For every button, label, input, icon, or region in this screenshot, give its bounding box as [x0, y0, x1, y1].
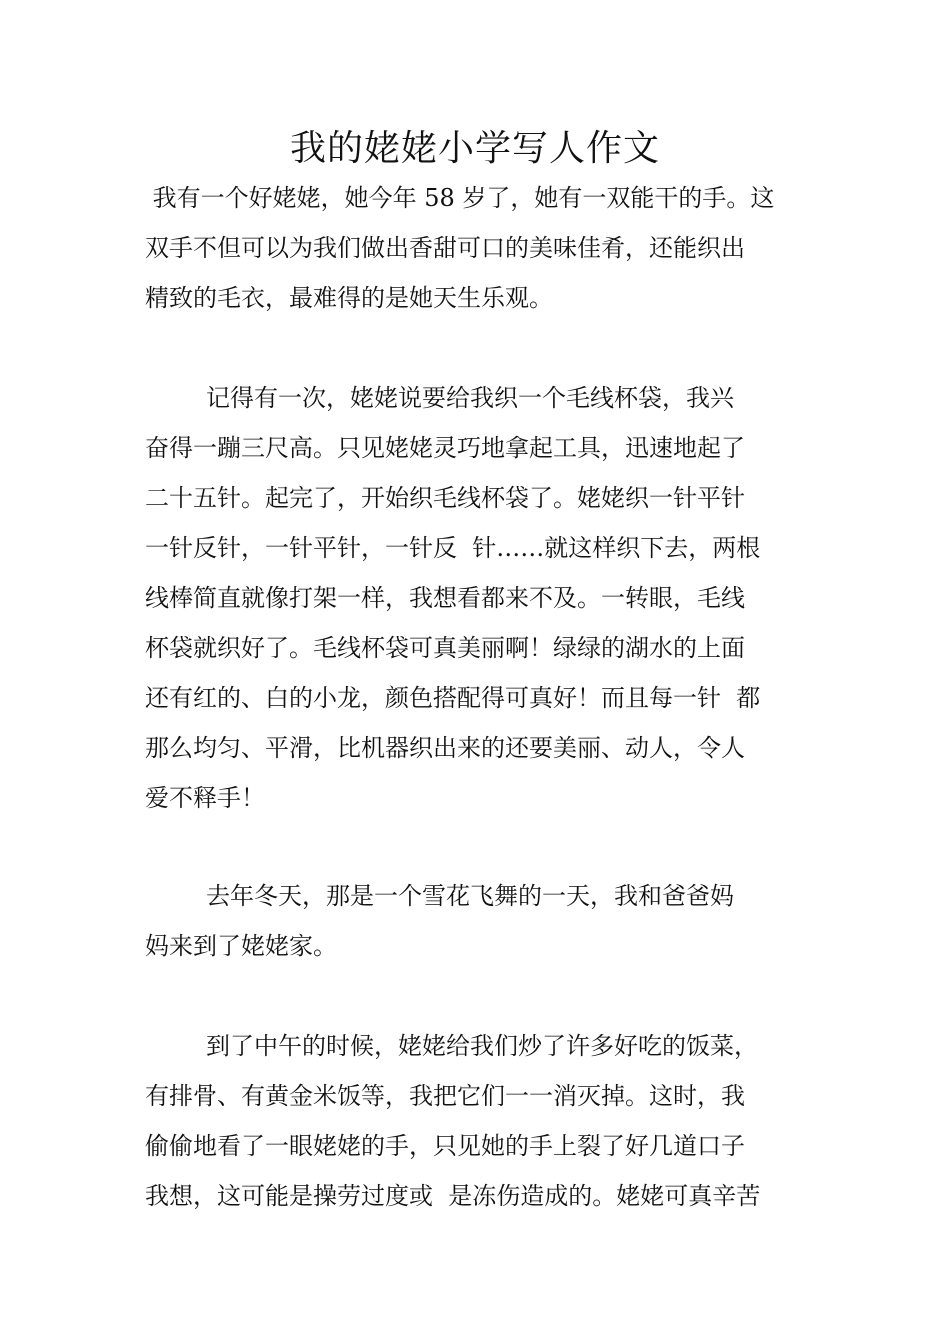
- text-line: 爱不释手！: [145, 784, 265, 812]
- text-line: 一针反针，一针平针，一针反 针……就这样织下去，两根: [145, 534, 761, 562]
- text-line: 记得有一次，姥姥说要给我织一个毛线杯袋，我兴: [145, 384, 735, 412]
- text-line: 我想，这可能是操劳过度或 是冻伤造成的。姥姥可真辛苦: [145, 1182, 761, 1210]
- text-line: 杯袋就织好了。毛线杯袋可真美丽啊！绿绿的湖水的上面: [145, 634, 745, 662]
- text-line: 到了中午的时候，姥姥给我们炒了许多好吃的饭菜，: [145, 1032, 759, 1060]
- text-line: 精致的毛衣，最难得的是她天生乐观。: [145, 284, 553, 312]
- text-line: 还有红的、白的小龙，颜色搭配得可真好！而且每一针 都: [145, 684, 761, 712]
- text-line: 去年冬天，那是一个雪花飞舞的一天，我和爸爸妈: [145, 882, 735, 910]
- text-line: 二十五针。起完了，开始织毛线杯袋了。姥姥织一针平针: [145, 484, 745, 512]
- text-line: 妈来到了姥姥家。: [145, 932, 337, 960]
- text-line: 线棒简直就像打架一样，我想看都来不及。一转眼，毛线: [145, 584, 745, 612]
- text-line: 奋得一蹦三尺高。只见姥姥灵巧地拿起工具，迅速地起了: [145, 434, 745, 462]
- text-line: 我有一个好姥姥，她今年 58 岁了，她有一双能干的手。这: [145, 184, 775, 212]
- document-title: 我的姥姥小学写人作文: [289, 128, 660, 169]
- text-line: 双手不但可以为我们做出香甜可口的美味佳肴，还能织出: [145, 234, 745, 262]
- text-line: 偷偷地看了一眼姥姥的手，只见她的手上裂了好几道口子: [145, 1132, 745, 1160]
- text-line: 那么均匀、平滑，比机器织出来的还要美丽、动人，令人: [145, 734, 745, 762]
- text-line: 有排骨、有黄金米饭等，我把它们一一消灭掉。这时，我: [145, 1082, 745, 1110]
